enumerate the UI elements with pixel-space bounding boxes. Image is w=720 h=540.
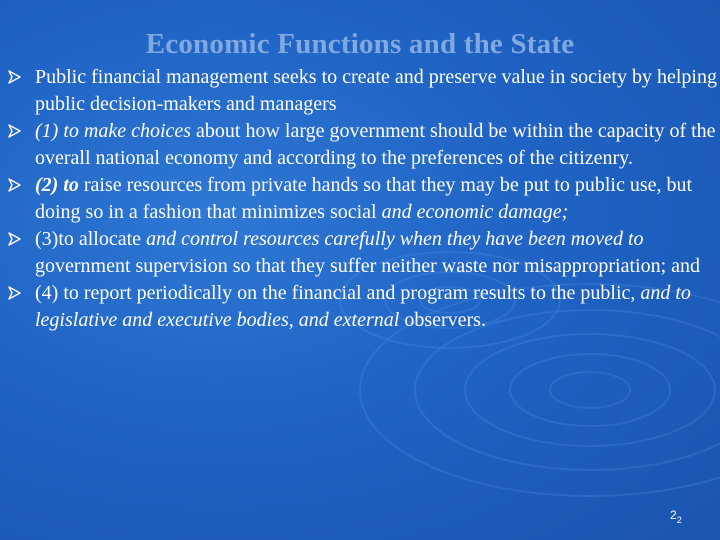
slide-number (670, 508, 682, 525)
bullet-text-run: Public financial management seeks to create and preserve value in society by helping public decision-makers and managers (35, 66, 717, 115)
bullet-text-run: raise resources from private hands so that they may be put to public use, but doing so in a fashion that minimizes social (35, 174, 693, 223)
bullet-text-run: observers. (399, 309, 486, 331)
slide-number-main: 2 (670, 508, 677, 522)
slide-title: Economic Functions and the State (145, 28, 575, 60)
bullet-text (35, 66, 717, 115)
bullet-item (8, 226, 720, 280)
bullet-item (8, 172, 720, 226)
bullet-text-run: about how large government should be within the capacity of the overall national economy and according to the preferences of the citizenry. (35, 120, 716, 169)
slide-number-sub: 2 (676, 515, 682, 525)
bullet-item (8, 64, 720, 118)
arrow-bullet-icon (8, 178, 22, 192)
bullet-text-run: (3)to allocate (35, 228, 147, 250)
bullet-text-run: and to legislative and executive bodies, and external (35, 282, 691, 331)
bullet-item (8, 280, 720, 334)
bullet-text (35, 282, 691, 331)
bullet-text-run: and economic damage; (381, 201, 569, 223)
bullet-text (35, 174, 692, 223)
arrow-bullet-icon (8, 286, 22, 300)
bullet-text-run: (1) to make choices (35, 120, 192, 142)
arrow-bullet-icon (8, 232, 22, 246)
bullet-text (35, 228, 700, 277)
arrow-bullet-icon (8, 70, 22, 84)
bullet-text (35, 120, 716, 169)
bullet-text-run: government supervision so that they suffer neither waste nor misappropriation; and (35, 255, 701, 277)
bullet-text-run: (2) to (35, 174, 79, 196)
bullet-list (8, 64, 720, 334)
bullet-text-run: (4) to report periodically on the financial and program results to the public, (35, 282, 641, 304)
bullet-item (8, 118, 720, 172)
bullet-text-run: and control resources carefully when they have been moved to (146, 228, 644, 250)
arrow-bullet-icon (8, 124, 22, 138)
